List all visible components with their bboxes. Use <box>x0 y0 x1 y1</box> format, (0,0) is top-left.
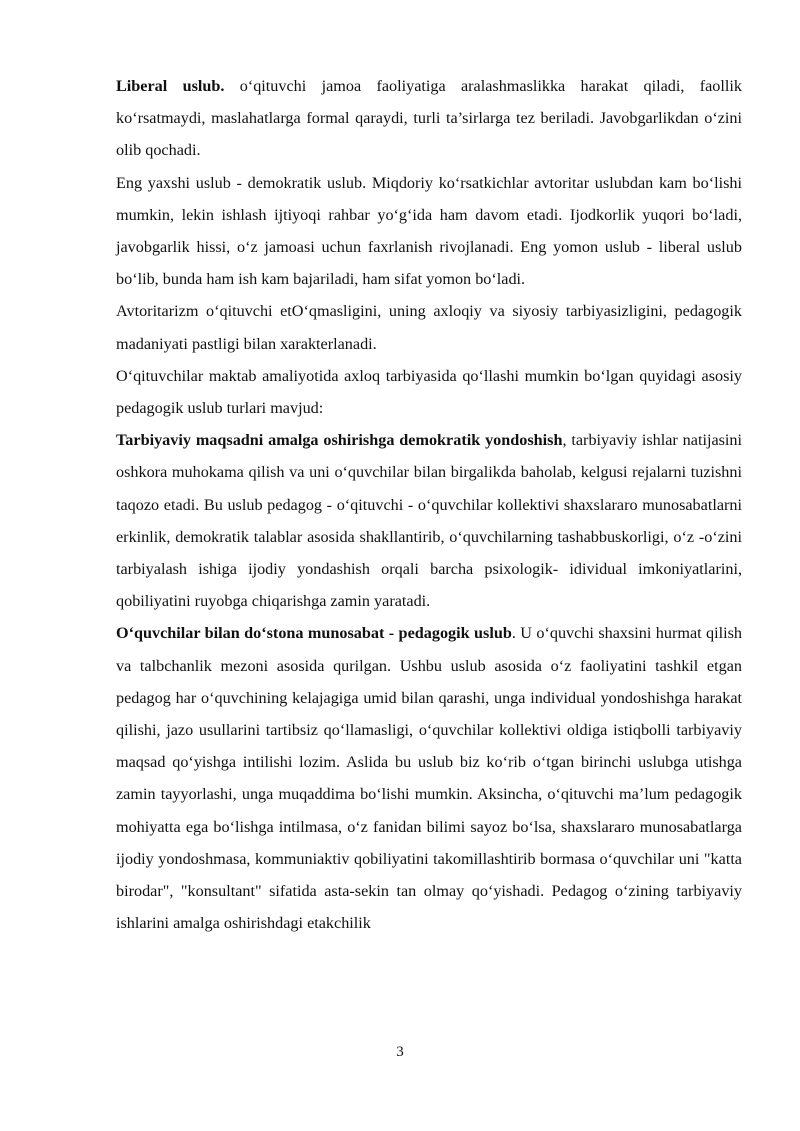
paragraph-text: Eng yaxshi uslub - demokratik uslub. Miqdoriy ko‘rsatkichlar avtoritar uslubdan kam bo‘lishi mumkin, lekin ishlash ijtiyoqi rahbar yo‘g‘ida ham davom etadi. Ijodkorlik yuqori bo‘ladi, javobgarlik hissi, o‘z jamoasi uchun faxrlanish rivojlanadi. Eng yomon uslub - liberal uslub bo‘lib, bunda ham ish kam bajariladi, ham sifat yomon bo‘ladi. <box>116 173 742 289</box>
paragraph-heading: Liberal uslub. <box>116 77 225 95</box>
paragraph-best-style <box>116 167 742 296</box>
paragraph-democratic-approach <box>116 424 742 617</box>
document-page <box>116 70 742 939</box>
page-number: 3 <box>396 1044 404 1060</box>
paragraph-liberal-style <box>116 70 742 167</box>
paragraph-heading: Tarbiyaviy maqsadni amalga oshirishga demokratik yondoshish <box>116 431 563 450</box>
paragraph-friendly-relations <box>116 617 742 939</box>
paragraph-heading: O‘quvchilar bilan do‘stona munosabat - pedagogik uslub <box>116 624 512 643</box>
paragraph-text: , tarbiyaviy ishlar natijasini oshkora muhokama qilish va uni o‘quvchilar bilan birgalikda baholab, kelgusi rejalarni tuzishni taqozo etadi. Bu uslub pedagog - o‘qituvchi - o‘quvchilar kollektivi shaxslararo munosabatlarni erkinlik, demokratik talablar asosida shakllantirib, o‘quvchilarning tashabbuskorligi, o‘z -o‘zini tarbiyalash ishiga ijodiy yondashish orqali barcha psixologik- idividual imkoniyatlarini, qobiliyatini ruyobga chiqarishga zamin yaratadi. <box>116 431 743 611</box>
paragraph-style-types <box>116 360 742 424</box>
paragraph-text: Avtoritarizm o‘qituvchi etO‘qmasligini, uning axloqiy va siyosiy tarbiyasizligini, pedagogik madaniyati pastligi bilan xarakterlanadi. <box>116 302 742 353</box>
paragraph-text: O‘qituvchilar maktab amaliyotida axloq tarbiyasida qo‘llashi mumkin bo‘lgan quyidagi asosiy pedagogik uslub turlari mavjud: <box>116 366 742 418</box>
paragraph-authoritarianism <box>116 295 742 359</box>
paragraph-text: o‘qituvchi jamoa faoliyatiga aralashmaslikka harakat qiladi, faollik ko‘rsatmaydi, maslahatlarga formal qaraydi, turli ta’sirlarga tez beriladi. Javobgarlikdan o‘zini olib qochadi. <box>116 77 742 160</box>
paragraph-text: . U o‘quvchi shaxsini hurmat qilish va talbchanlik mezoni asosida qurilgan. Ushbu uslub asosida o‘z faoliyatini tashkil etgan pedagog har o‘quvchining kelajagiga umid bilan qarashi, unga individual yondoshishga harakat qilishi, jazo usullarini tartibsiz qo‘llamasligi, o‘quvchilar kollektivi oldiga istiqbolli tarbiyaviy maqsad qo‘yishga intilishi lozim. Aslida bu uslub biz ko‘rib o‘tgan birinchi uslubga utishga zamin tayyorlashi, unga muqaddima bo‘lishi mumkin. Aksincha, o‘qituvchi ma’lum pedagogik mohiyatta ega bo‘lishga intilmasa, o‘z fanidan bilimi sayoz bo‘lsa, shaxslararo munosabatlarga ijodiy yondoshmasa, kommuniaktiv qobiliyatini takomillashtirib bormasa o‘quvchilar uni "katta birodar", "konsultant" sifatida asta-sekin tan olmay qo‘yishadi. Pedagog o‘zining tarbiyaviy ishlarini amalga oshirishdagi etakchilik <box>116 624 743 933</box>
